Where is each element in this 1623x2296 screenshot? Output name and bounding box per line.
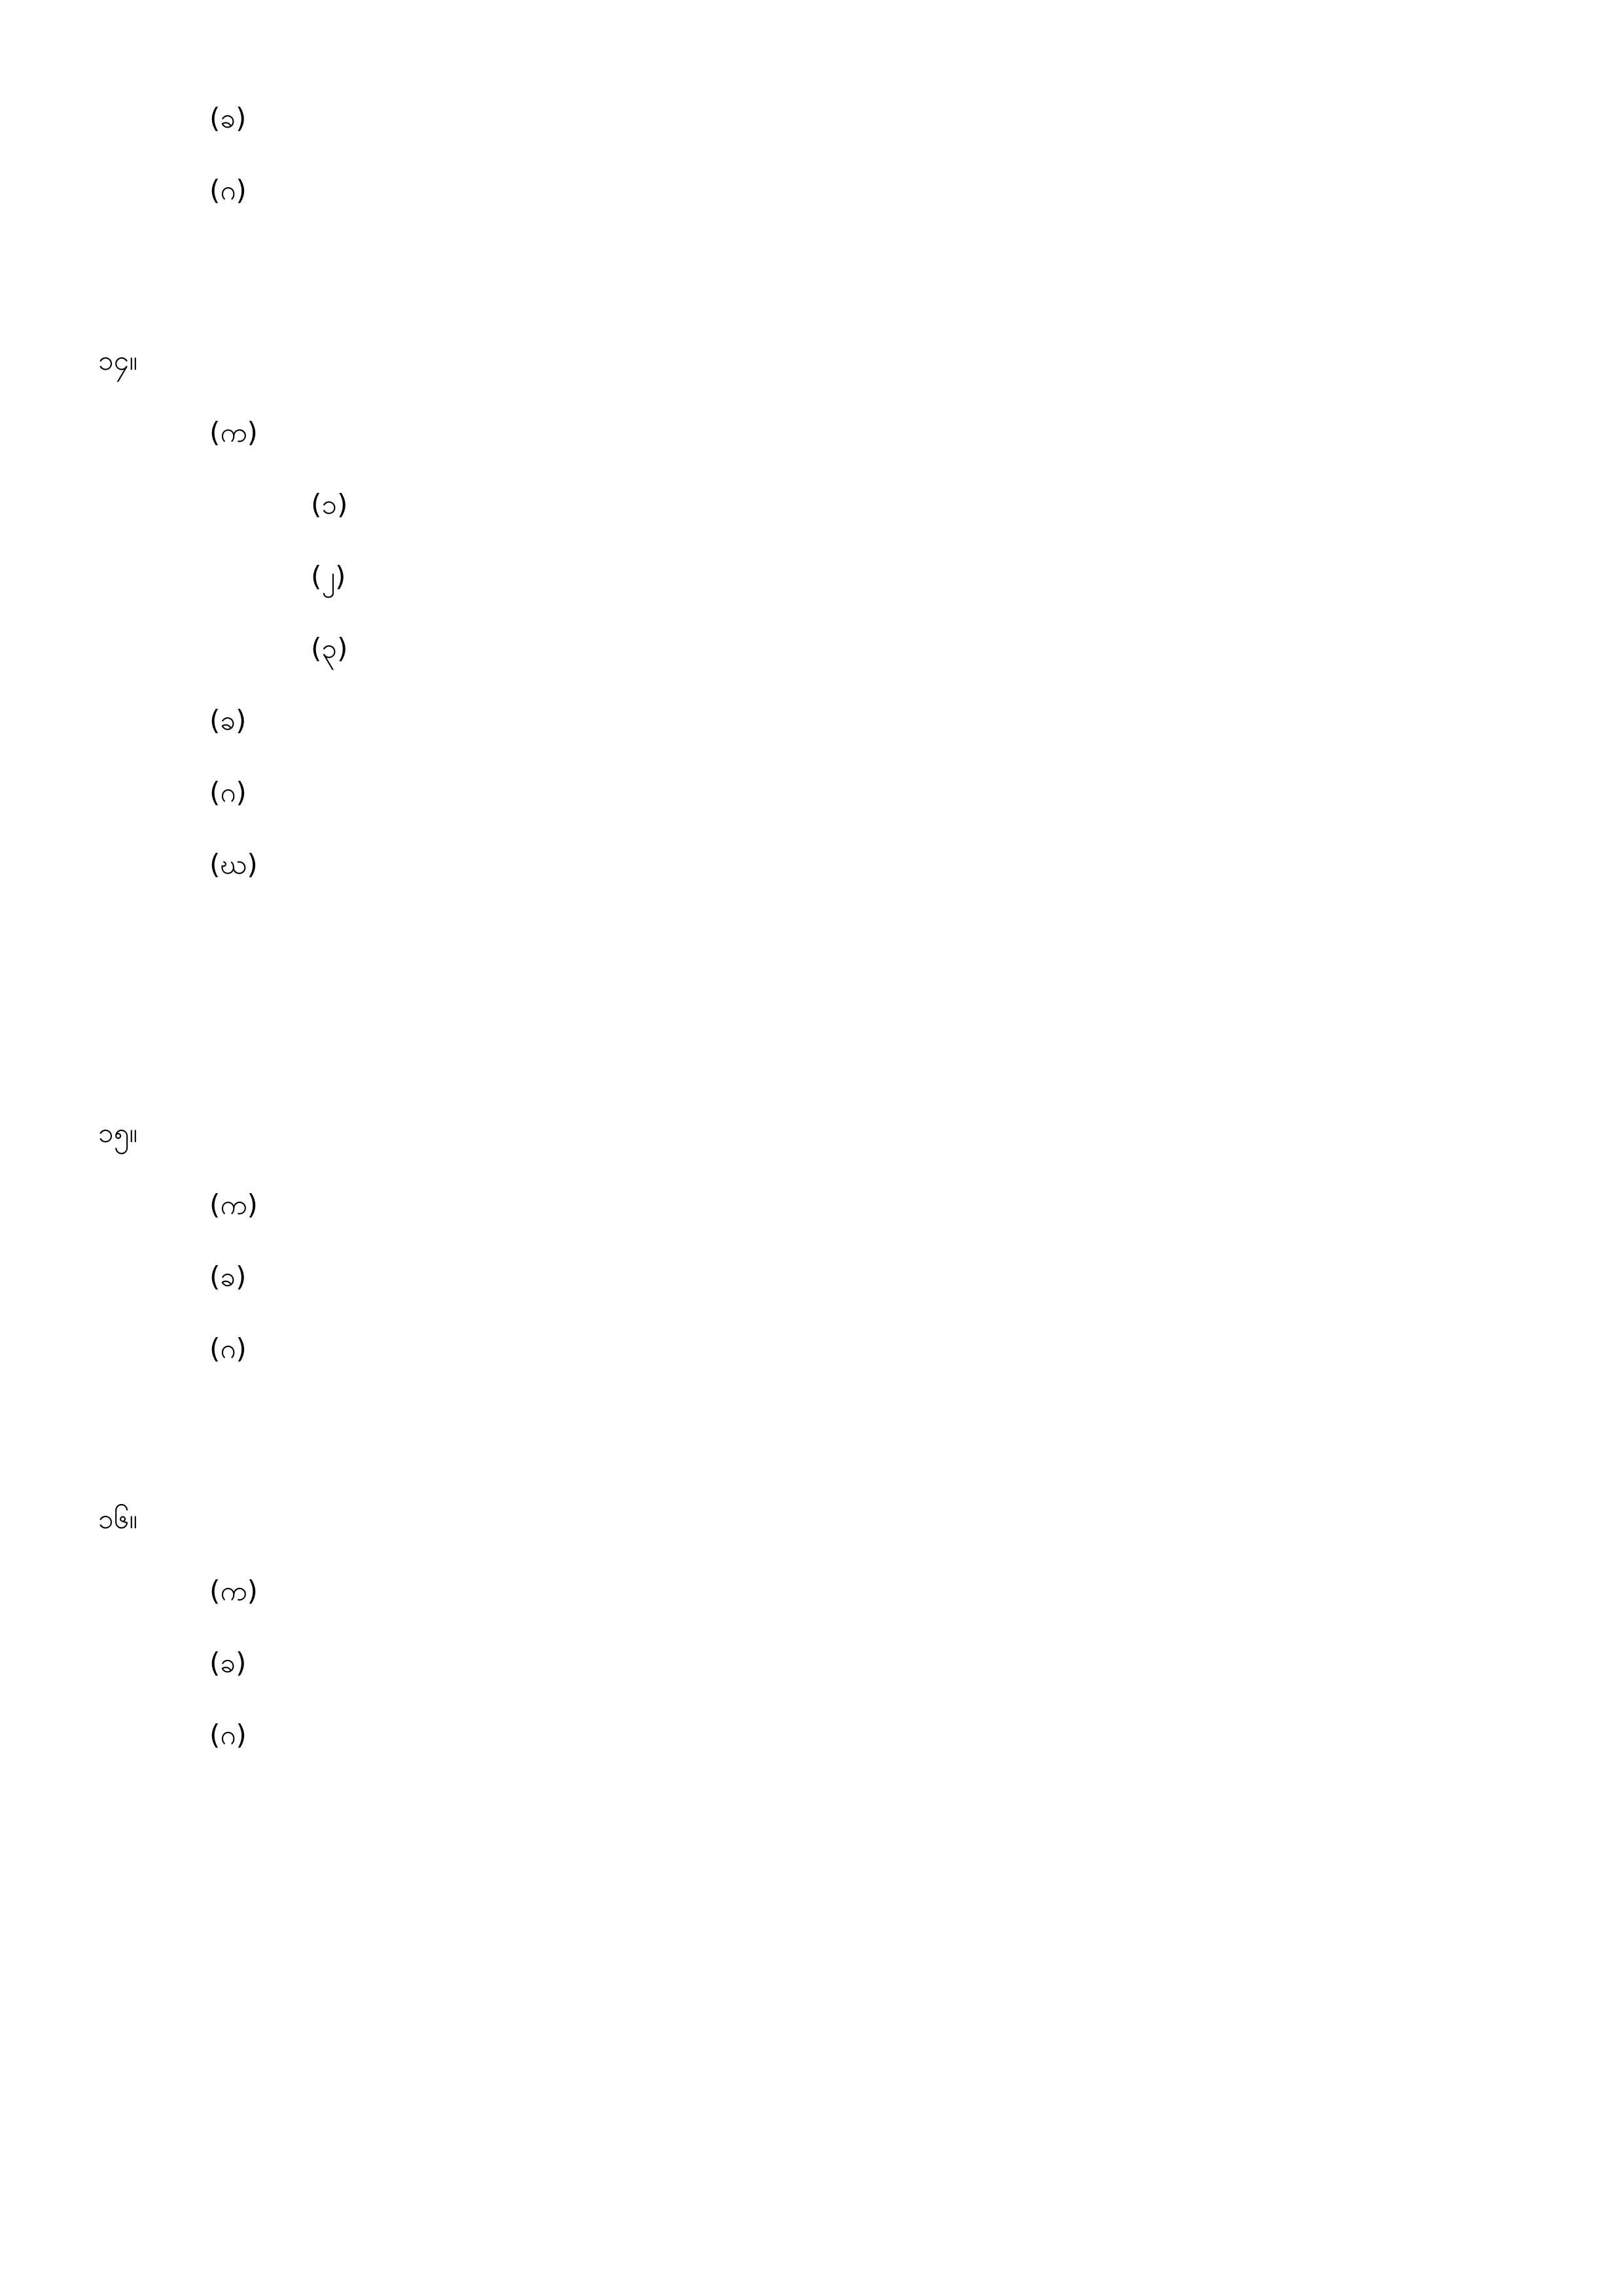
item-gap (98, 217, 1472, 236)
clause-item (209, 1322, 1472, 1376)
clause-item (209, 164, 1472, 217)
item-gap (98, 603, 1472, 622)
clause-item (209, 694, 1472, 747)
clause-marker: (၂) (311, 560, 346, 592)
item-gap (98, 675, 1472, 694)
item-gap (98, 387, 1472, 406)
clause-marker: (ဃ) (209, 848, 258, 880)
clause-marker: (က) (209, 1189, 258, 1221)
clause-marker: (ခ) (209, 1647, 247, 1679)
clause-item (209, 92, 1472, 145)
clause-item (209, 1708, 1472, 1762)
section-heading (98, 1106, 1472, 1160)
item-gap (98, 1690, 1472, 1708)
clause-marker: (ဂ) (209, 776, 247, 808)
item-gap (98, 747, 1472, 766)
item-gap (98, 459, 1472, 478)
subclause-item (311, 550, 1472, 603)
item-gap (98, 1304, 1472, 1322)
section-number: ၁၄။ (98, 344, 137, 376)
clause-marker: (ဂ) (209, 174, 247, 206)
clause-item (209, 1564, 1472, 1618)
item-gap (98, 1232, 1472, 1250)
item-gap (98, 531, 1472, 550)
clause-marker: (ခ) (209, 102, 247, 134)
clause-item (209, 838, 1472, 891)
item-gap (98, 1618, 1472, 1636)
section-heading (98, 334, 1472, 387)
section-number: ၁၅။ (98, 1117, 137, 1149)
clause-item (209, 406, 1472, 459)
subclause-item (311, 622, 1472, 675)
clause-item (209, 1178, 1472, 1232)
clause-marker: (ခ) (209, 1261, 247, 1293)
vertical-gap (98, 1008, 1472, 1106)
item-gap (98, 1160, 1472, 1178)
clause-item (209, 1250, 1472, 1304)
item-gap (98, 819, 1472, 838)
section-number: ၁၆။ (98, 1503, 137, 1535)
clause-marker: (၁) (311, 488, 348, 520)
item-gap (98, 1376, 1472, 1394)
item-gap (98, 1546, 1472, 1564)
item-gap (98, 891, 1472, 910)
vertical-gap (98, 1394, 1472, 1492)
clause-marker: (က) (209, 416, 258, 448)
clause-item (209, 1636, 1472, 1690)
clause-marker: (ခ) (209, 704, 247, 736)
clause-marker: (ဂ) (209, 1333, 247, 1365)
clause-marker: (၃) (311, 632, 348, 664)
section-heading (98, 1492, 1472, 1546)
item-gap (98, 145, 1472, 164)
item-gap (98, 1762, 1472, 1780)
subclause-item (311, 478, 1472, 531)
vertical-gap (98, 910, 1472, 1008)
vertical-gap (98, 236, 1472, 334)
clause-item (209, 766, 1472, 819)
clause-marker: (ဂ) (209, 1719, 247, 1751)
clause-marker: (က) (209, 1575, 258, 1607)
